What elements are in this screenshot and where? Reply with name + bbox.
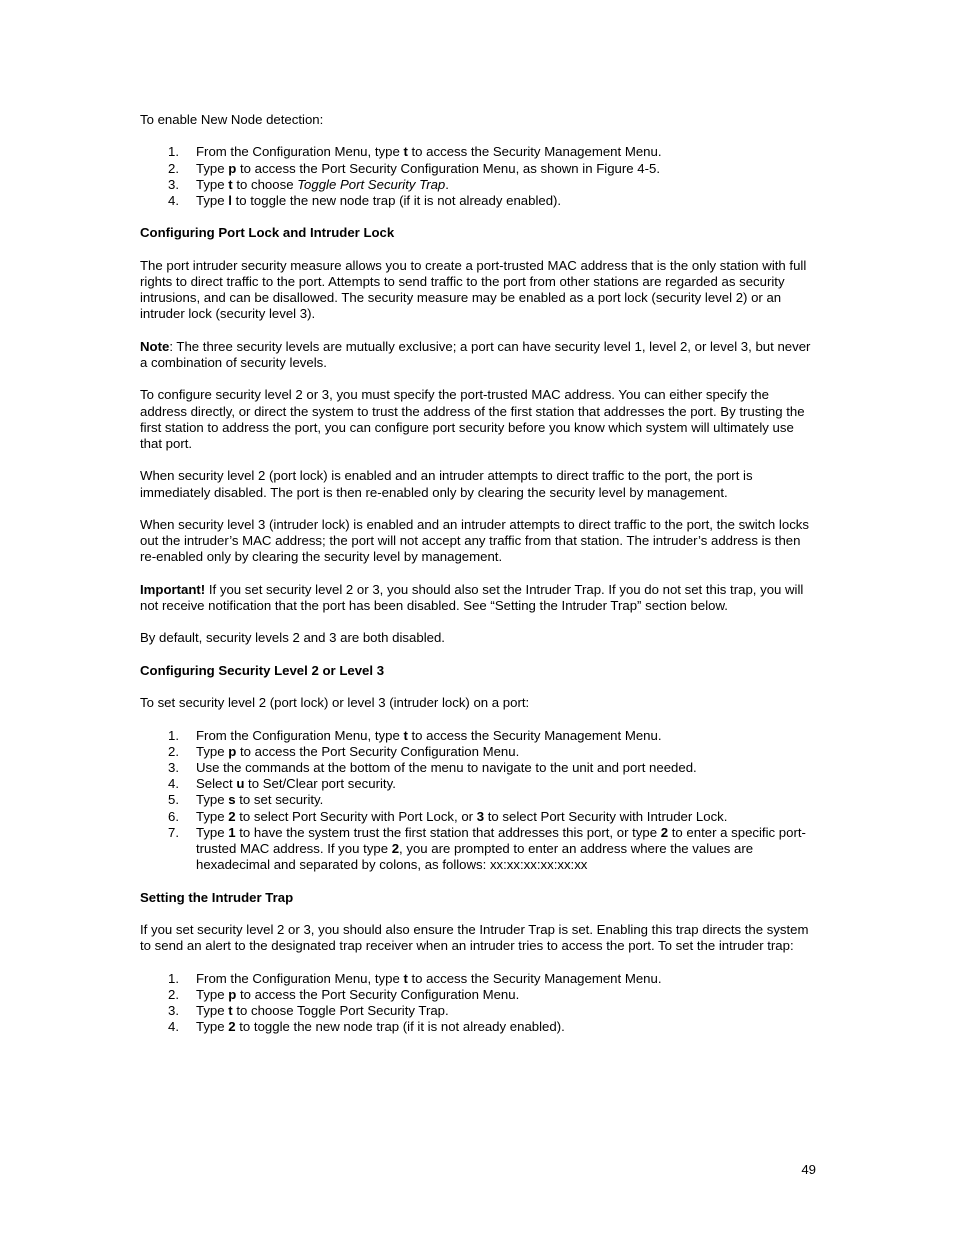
- list-item: 2. Type p to access the Port Security Configuration Menu.: [168, 743, 520, 759]
- list-item: 6. Type 2 to select Port Security with Port Lock, or 3 to select Port Security with Intruder Lock.: [168, 808, 728, 824]
- paragraph: By default, security levels 2 and 3 are both disabled.: [140, 630, 445, 646]
- step-number: 1.: [168, 970, 179, 986]
- list-item: 4. Type l to toggle the new node trap (if it is not already enabled).: [168, 193, 562, 208]
- list-item: 3. Type t to choose Toggle Port Security Trap.: [168, 1002, 449, 1018]
- paragraph: To set security level 2 (port lock) or level 3 (intruder lock) on a port:: [140, 695, 530, 711]
- list-item: 4. Type 2 to toggle the new node trap (if it is not already enabled).: [168, 1019, 565, 1035]
- section-heading-intruder-trap: Setting the Intruder Trap: [140, 889, 294, 905]
- step-number: 1.: [168, 727, 179, 743]
- note-label: Note: [140, 338, 170, 354]
- step-number: 3.: [168, 1002, 179, 1018]
- step-number: 2.: [168, 743, 179, 759]
- list-item: 1. From the Configuration Menu, type t to access the Security Management Menu.: [168, 970, 662, 986]
- list-item: 1. From the Configuration Menu, type t to access the Security Management Menu.: [168, 144, 662, 160]
- note-paragraph: Note: The three security levels are mutually exclusive; a port can have security level 1, level 2, or level 3, but never a combination of security levels.: [140, 338, 811, 370]
- step-number: 4.: [168, 1019, 179, 1035]
- section-heading-port-lock: Configuring Port Lock and Intruder Lock: [140, 225, 395, 241]
- list-item: 7. Type 1 to have the system trust the first station that addresses this port, or type 2 to enter a specific port-trusted MAC address. If you type 2, you are prompted to enter an address where the values are hexadecimal and separated by colons, as follows: xx:xx:xx:xx:xx:xx: [168, 824, 806, 873]
- document-page: [140, 112, 816, 1052]
- step-number: 3.: [168, 759, 179, 775]
- list-item: 2. Type p to access the Port Security Configuration Menu.: [168, 986, 520, 1002]
- step-number: 4.: [168, 776, 179, 792]
- step-number: 6.: [168, 808, 179, 824]
- page-number: 49: [801, 1162, 816, 1177]
- paragraph: To configure security level 2 or 3, you must specify the port-trusted MAC address. You can either specify the address directly, or direct the system to trust the address of the first station that addresses the port. By trusting the first station to address the port, you can configure port security before you know which system will ultimately use that port.: [140, 387, 805, 451]
- step-number: 5.: [168, 792, 179, 808]
- step-number: 3.: [168, 176, 179, 192]
- paragraph: When security level 3 (intruder lock) is enabled and an intruder attempts to direct traffic to the port, the switch locks out the intruder’s MAC address; the port will not accept any traffic from that station. The intruder’s address is then re-enabled only by clearing the security level by management.: [140, 516, 809, 565]
- enable-node-detection-steps: [140, 144, 816, 209]
- list-item: 5. Type s to set security.: [168, 792, 324, 808]
- section-heading-security-level: Configuring Security Level 2 or Level 3: [140, 662, 385, 678]
- important-label: Important!: [140, 581, 206, 597]
- step-number: 2.: [168, 160, 179, 176]
- list-item: 1. From the Configuration Menu, type t to access the Security Management Menu.: [168, 727, 662, 743]
- list-item: 3. Type t to choose Toggle Port Security Trap.: [168, 176, 449, 192]
- intro-text: To enable New Node detection:: [140, 112, 324, 127]
- paragraph: When security level 2 (port lock) is enabled and an intruder attempts to direct traffic to the port, the port is immediately disabled. The port is then re-enabled only by clearing the security level by management.: [140, 468, 753, 500]
- list-item: 2. Type p to access the Port Security Configuration Menu, as shown in Figure 4-5.: [168, 160, 661, 176]
- step-number: 1.: [168, 144, 179, 160]
- paragraph: If you set security level 2 or 3, you should also ensure the Intruder Trap is set. Enabling this trap directs the system to send an alert to the designated trap receiver when an intruder tries to access the port. To set the intruder trap:: [140, 921, 809, 954]
- important-paragraph: Important! If you set security level 2 or 3, you should also set the Intruder Trap. If you do not set this trap, you will not receive notification that the port has been disabled. See “Setting the Intruder Trap” section below.: [140, 581, 804, 613]
- paragraph: The port intruder security measure allows you to create a port-trusted MAC address that is the only station with full rights to direct traffic to the port. Attempts to send traffic to the port from other stations are regarded as security intrusions, and can be disallowed. The security measure may be enabled as a port lock (security level 2) or an intruder lock (security level 3).: [140, 257, 807, 322]
- intruder-trap-steps: [140, 971, 816, 1036]
- step-number: 4.: [168, 193, 179, 208]
- list-item: 3. Use the commands at the bottom of the menu to navigate to the unit and port needed.: [168, 759, 697, 775]
- security-level-steps: [140, 728, 816, 874]
- step-number: 2.: [168, 986, 179, 1002]
- step-number: 7.: [168, 824, 179, 840]
- list-item: 4. Select u to Set/Clear port security.: [168, 776, 396, 792]
